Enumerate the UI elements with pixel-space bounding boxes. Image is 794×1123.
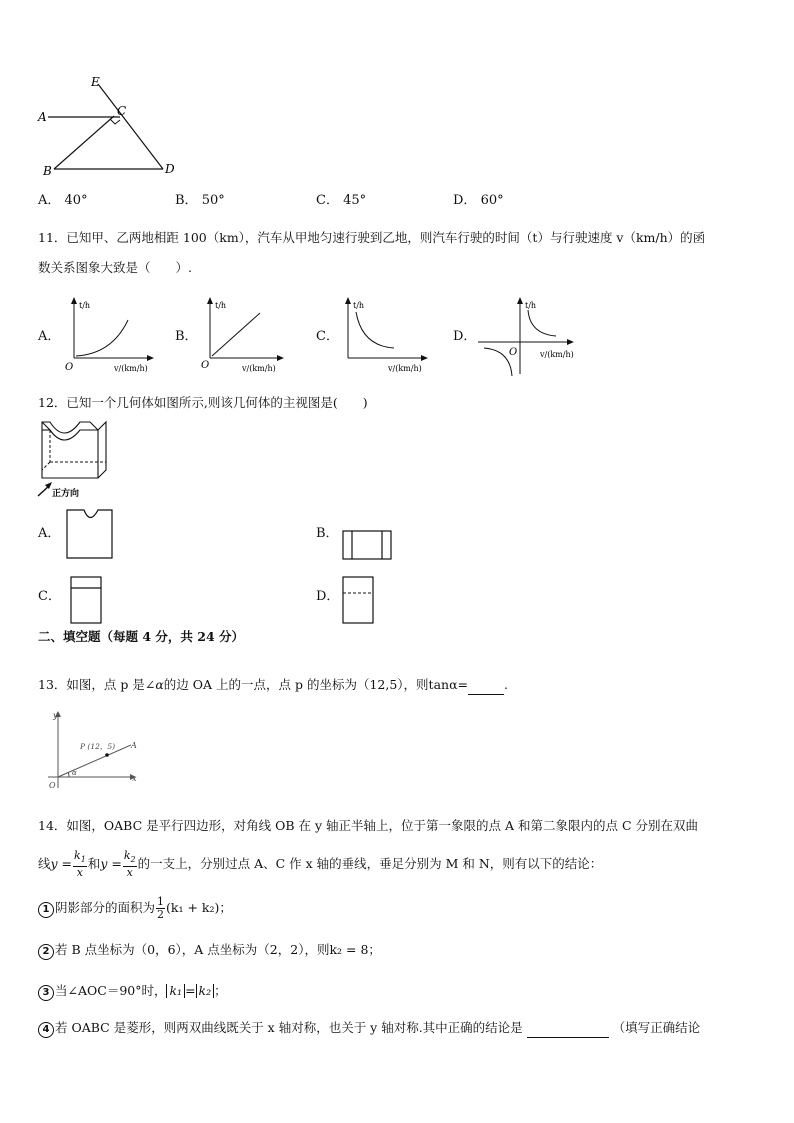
svg-text:v/(km/h): v/(km/h) — [388, 364, 422, 373]
q14-fraction-k1-over-x: $\frac{k_1}{x}$ — [74, 849, 86, 880]
q11-option-b[interactable]: B． — [175, 329, 198, 344]
q10-triangle-figure — [38, 74, 188, 184]
q10-label-d: D — [165, 162, 175, 176]
q10-option-c[interactable]: C． 45° — [316, 193, 367, 208]
q14-fraction-half: $\frac{1}{2}$ — [157, 895, 165, 921]
q10-label-a: A — [38, 110, 47, 124]
q10-option-b[interactable]: B． 50° — [175, 193, 225, 208]
svg-text:t/h: t/h — [79, 301, 91, 310]
q13-coordinate-figure — [42, 708, 152, 794]
q12-shape-d — [342, 576, 376, 626]
svg-text:t/h: t/h — [215, 301, 227, 310]
q11-stem-line1: 11．已知甲、乙两地相距 100（km），汽车从甲地匀速行驶到乙地，则汽车行驶的时间（t）与行驶速度 v（km/h）的函 — [38, 230, 706, 245]
section-2-heading: 二、填空题（每题 4 分，共 24 分） — [38, 629, 245, 644]
q14-conclusion-4: 4 若 OABC 是菱形，则两双曲线既关于 x 轴对称，也关于 y 轴对称.其中正确的结论是 （填写正确结论 — [38, 1019, 700, 1038]
q14-stem-line2: 线y = $\frac{k_1}{x}$ 和y = $\frac{k_2}{x}$ 的一支上，分别过点 A、C 作 x 轴的垂线，垂足分别为 M 和 N，则有以下的结论： — [38, 849, 603, 880]
q10-label-e: E — [91, 75, 100, 89]
q14-conclusion-2: 2 若 B 点坐标为（0，6），A 点坐标为（2，2），则k₂ = 8； — [38, 941, 381, 960]
q12-stem: 12．已知一个几何体如图所示,则该几何体的主视图是( ) — [38, 395, 368, 410]
svg-text:P (12，5): P (12，5) — [80, 742, 116, 751]
svg-text:α: α — [72, 769, 77, 777]
q12-option-c[interactable]: C． — [38, 589, 61, 604]
q13-answer-blank[interactable] — [468, 676, 504, 695]
q12-option-b[interactable]: B． — [316, 526, 339, 541]
svg-text:O: O — [49, 781, 56, 790]
q12-option-a[interactable]: A． — [38, 526, 61, 541]
q14-stem-line1: 14．如图，OABC 是平行四边形，对角线 OB 在 y 轴正半轴上，位于第一象限的点 A 和第二象限内的点 C 分别在双曲 — [38, 818, 699, 833]
svg-text:x: x — [132, 774, 137, 783]
svg-text:O: O — [509, 347, 518, 358]
svg-text:v/(km/h): v/(km/h) — [242, 364, 276, 373]
q12-shape-c — [70, 576, 104, 626]
q13-stem: 13．如图，点 p 是∠α的边 OA 上的一点，点 p 的坐标为（12,5），则tanα= . — [38, 676, 508, 695]
q14-answer-blank[interactable] — [527, 1019, 609, 1038]
q12-shape-b — [342, 530, 394, 562]
q10-label-c: C — [117, 104, 127, 118]
q10-option-d[interactable]: D． 60° — [453, 193, 504, 208]
svg-text:A: A — [131, 741, 137, 750]
q11-option-a[interactable]: A． — [38, 329, 61, 344]
q11-graph-a — [62, 296, 162, 376]
svg-text:v/(km/h): v/(km/h) — [114, 364, 148, 373]
svg-text:v/(km/h): v/(km/h) — [540, 350, 574, 359]
q11-option-d[interactable]: D． — [453, 329, 477, 344]
q14-fraction-k2-over-x: $\frac{k_2}{x}$ — [123, 849, 136, 880]
q11-graph-c — [336, 296, 436, 376]
svg-text:O: O — [201, 360, 210, 371]
svg-text:O: O — [65, 362, 74, 373]
svg-text:t/h: t/h — [353, 301, 365, 310]
q10-option-a[interactable]: A． 40° — [38, 193, 88, 208]
q12-shape-a — [66, 508, 116, 560]
svg-text:y: y — [53, 711, 58, 720]
q12-option-d[interactable]: D． — [316, 589, 340, 604]
svg-text:t/h: t/h — [525, 301, 537, 310]
q11-graph-d — [476, 296, 586, 376]
q14-conclusion-3: 3 当∠AOC＝90°时， k₁ = k₂ ； — [38, 982, 227, 1001]
q11-option-c[interactable]: C． — [316, 329, 339, 344]
q11-stem-line2: 数关系图象大致是（ ）. — [38, 260, 192, 275]
q11-graph-b — [198, 296, 298, 376]
q12-direction-label: 正方向 — [52, 489, 80, 499]
q14-conclusion-1: 1 阴影部分的面积为 $\frac{1}{2}$ (k₁ + k₂)； — [38, 896, 232, 921]
q10-label-b: B — [43, 164, 52, 178]
q12-solid-figure — [36, 418, 116, 500]
